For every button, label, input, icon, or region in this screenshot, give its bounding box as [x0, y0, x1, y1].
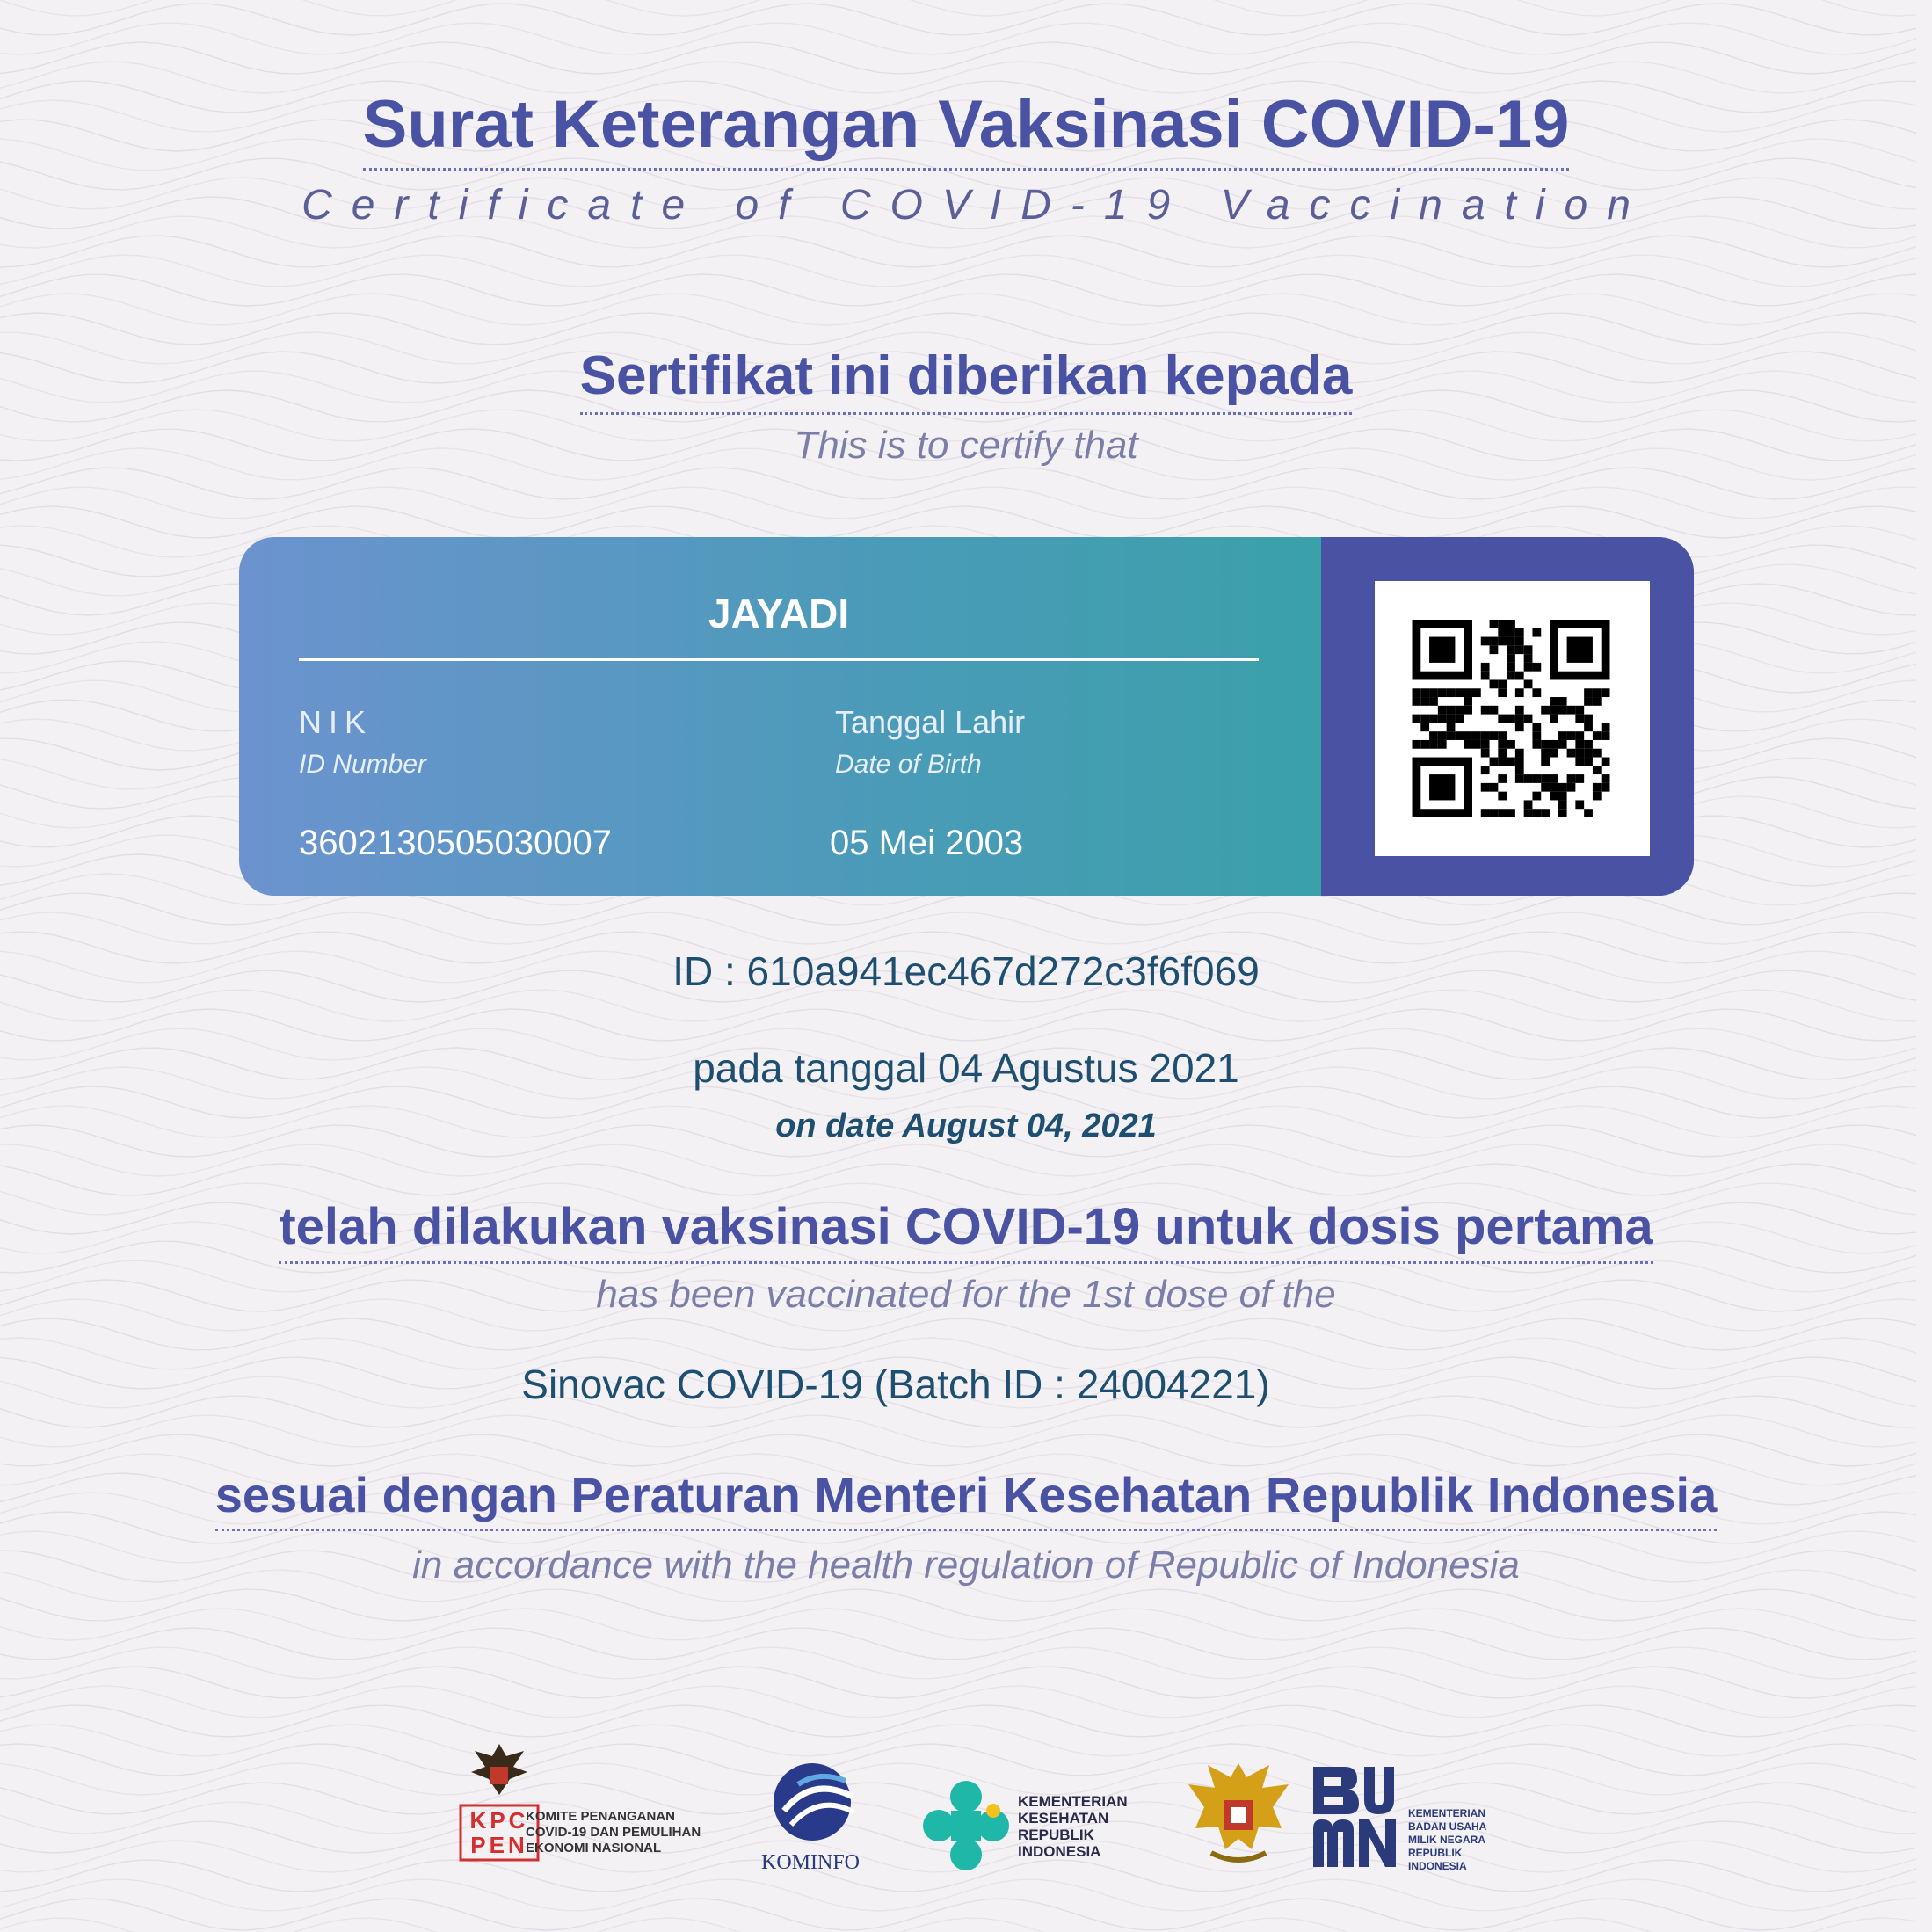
qr-module	[1481, 731, 1490, 740]
qr-module	[1498, 792, 1507, 801]
qr-module	[1420, 688, 1429, 697]
guilloche-line	[0, 1686, 1916, 1718]
qr-module	[1524, 809, 1533, 817]
qr-module	[1575, 706, 1584, 715]
garuda-icon	[1185, 1758, 1292, 1874]
qr-module	[1558, 697, 1567, 706]
qr-module	[1472, 740, 1481, 749]
kominfo-logo	[766, 1758, 863, 1846]
qr-module	[1429, 740, 1438, 749]
qr-module	[1558, 783, 1567, 792]
qr-module	[1447, 731, 1456, 740]
qr-module	[1498, 774, 1507, 783]
qr-module	[1420, 740, 1429, 749]
regulation-heading-en: in accordance with the health regulation of Republic of Indonesia	[412, 1543, 1520, 1587]
qr-module	[1541, 749, 1550, 758]
qr-module	[1593, 783, 1602, 792]
qr-module	[1602, 688, 1610, 697]
qr-module	[1464, 688, 1472, 697]
guilloche-line	[0, 506, 1916, 538]
qr-module	[1481, 749, 1490, 758]
qr-module	[1567, 706, 1576, 715]
qr-module	[1602, 723, 1610, 731]
qr-module	[1567, 637, 1593, 663]
guilloche-line	[0, 912, 1916, 944]
qr-module	[1413, 715, 1421, 723]
qr-module	[1420, 697, 1429, 706]
qr-module	[1472, 688, 1481, 697]
qr-module	[1429, 731, 1438, 740]
qr-module	[1447, 706, 1456, 715]
qr-module	[1558, 792, 1567, 801]
qr-module	[1524, 645, 1533, 654]
qr-module	[1515, 758, 1524, 766]
qr-module	[1464, 706, 1472, 715]
qr-module	[1532, 663, 1541, 672]
qr-module	[1438, 688, 1447, 697]
qr-module	[1429, 774, 1455, 800]
qr-module	[1541, 809, 1550, 817]
qr-module	[1515, 749, 1524, 758]
kpcpen-text: KOMITE PENANGANAN COVID-19 DAN PEMULIHAN EKONOMI NASIONAL	[526, 1809, 701, 1856]
guilloche-line	[0, 1415, 1916, 1447]
qr-module	[1602, 731, 1610, 740]
garuda-pancasila-logo	[1185, 1758, 1292, 1874]
qr-module	[1515, 723, 1524, 731]
qr-module	[1481, 766, 1490, 774]
kemenkes-cross-icon	[919, 1777, 1013, 1874]
qr-module	[1541, 706, 1550, 715]
guilloche-line	[0, 1009, 1916, 1041]
qr-module	[1481, 663, 1490, 672]
qr-module	[1558, 731, 1567, 740]
qr-module	[1413, 740, 1421, 749]
holder-name: JAYADI	[708, 591, 850, 636]
qr-module	[1498, 620, 1507, 628]
qr-module	[1524, 654, 1533, 663]
qr-module	[1584, 715, 1593, 723]
qr-module	[1593, 766, 1602, 774]
qr-module	[1464, 731, 1472, 740]
qr-module	[1558, 706, 1567, 715]
qr-module	[1584, 723, 1593, 731]
qr-module	[1420, 715, 1429, 723]
qr-module	[1567, 774, 1576, 783]
qr-module	[1507, 628, 1515, 637]
guilloche-line	[0, 1744, 1916, 1776]
qr-module	[1507, 715, 1515, 723]
vaccination-date-en: on date August 04, 2021	[775, 1108, 1157, 1144]
qr-module	[1498, 715, 1507, 723]
qr-module	[1438, 706, 1447, 715]
vaccine-info: Sinovac COVID-19 (Batch ID : 24004221)	[521, 1362, 1270, 1407]
qr-module	[1464, 740, 1472, 749]
qr-module	[1507, 663, 1515, 672]
qr-module	[1558, 800, 1567, 809]
qr-module	[1575, 800, 1584, 809]
qr-module	[1550, 706, 1558, 715]
guilloche-line	[0, 893, 1916, 925]
qr-module	[1464, 697, 1472, 706]
qr-module	[1413, 688, 1421, 697]
certificate-subtitle: Certificate of COVID-19 Vaccination	[301, 182, 1650, 229]
qr-module	[1515, 774, 1524, 783]
certificate-title: Surat Keterangan Vaksinasi COVID-19	[0, 86, 1932, 171]
dob-label: Tanggal Lahir	[835, 704, 1026, 740]
qr-module	[1541, 758, 1550, 766]
qr-module	[1490, 809, 1499, 817]
qr-module	[1602, 783, 1610, 792]
certify-heading-en: This is to certify that	[794, 424, 1138, 467]
nik-label-en: ID Number	[299, 750, 427, 779]
qr-module	[1490, 637, 1499, 646]
qr-module	[1498, 628, 1507, 637]
qr-module	[1575, 740, 1584, 749]
holder-name-divider	[299, 658, 1259, 661]
qr-code-icon	[1410, 620, 1612, 817]
dob-value: 05 Mei 2003	[830, 824, 1024, 862]
qr-module	[1515, 766, 1524, 774]
guilloche-line	[0, 1434, 1916, 1466]
qr-module	[1507, 620, 1515, 628]
qr-module	[1413, 697, 1421, 706]
kominfo-text: KOMINFO	[761, 1851, 861, 1874]
qr-module	[1532, 628, 1541, 637]
kemenkes-text: KEMENTERIAN KESEHATAN REPUBLIK INDONESIA	[1018, 1793, 1128, 1860]
qr-module	[1550, 792, 1558, 801]
vaccination-date: pada tanggal 04 Agustus 2021	[693, 1045, 1239, 1091]
nik-label: NIK	[299, 704, 374, 740]
qr-module	[1532, 809, 1541, 817]
qr-module	[1567, 731, 1576, 740]
qr-module	[1567, 749, 1576, 758]
qr-module	[1498, 809, 1507, 817]
guilloche-line	[0, 1705, 1916, 1737]
qr-module	[1498, 749, 1507, 758]
qr-module	[1558, 809, 1567, 817]
guilloche-line	[0, 1589, 1916, 1621]
qr-module	[1515, 645, 1524, 654]
qr-module	[1438, 715, 1447, 723]
qr-module	[1550, 774, 1558, 783]
qr-module	[1447, 688, 1456, 697]
qr-module	[1550, 697, 1558, 706]
qr-module	[1602, 758, 1610, 766]
qr-module	[1438, 731, 1447, 740]
holder-card	[239, 537, 1694, 896]
qr-module	[1524, 679, 1533, 688]
qr-module	[1524, 800, 1533, 809]
qr-module	[1481, 637, 1490, 646]
guilloche-line	[0, 1609, 1916, 1640]
guilloche-line	[0, 1628, 1916, 1660]
qr-module	[1558, 740, 1567, 749]
qr-module	[1550, 740, 1558, 749]
qr-module	[1532, 688, 1541, 697]
qr-module	[1532, 792, 1541, 801]
qr-module	[1575, 758, 1584, 766]
qr-module	[1584, 688, 1593, 697]
qr-module	[1447, 723, 1456, 731]
guilloche-line	[0, 1144, 1916, 1176]
qr-module	[1567, 783, 1576, 792]
qr-module	[1498, 688, 1507, 697]
guilloche-line	[0, 1318, 1916, 1350]
guilloche-line	[0, 294, 1916, 325]
qr-module	[1532, 723, 1541, 731]
qr-module	[1507, 645, 1515, 654]
guilloche-line	[0, 1918, 1916, 1932]
qr-module	[1541, 783, 1550, 792]
qr-module	[1429, 637, 1455, 663]
bumn-text: KEMENTERIAN BADAN USAHA MILIK NEGARA REPUBLIK INDONESIA	[1408, 1807, 1487, 1872]
qr-module	[1481, 740, 1490, 749]
qr-module	[1507, 758, 1515, 766]
qr-module	[1429, 688, 1438, 697]
guilloche-line	[0, 1725, 1916, 1756]
guilloche-line	[0, 23, 1916, 54]
qr-module	[1507, 809, 1515, 817]
kominfo-globe-icon	[766, 1758, 863, 1846]
qr-module	[1584, 758, 1593, 766]
dose-heading-en: has been vaccinated for the 1st dose of the	[596, 1273, 1336, 1316]
qr-module	[1515, 688, 1524, 697]
qr-module	[1490, 645, 1499, 654]
kpcpen-mark-bottom: PEN	[470, 1832, 528, 1858]
guilloche-line	[0, 313, 1916, 345]
certificate-id: ID : 610a941ec467d272c3f6f069	[672, 948, 1260, 994]
qr-module	[1524, 663, 1533, 672]
kemenkes-logo	[919, 1777, 1013, 1874]
guilloche-line	[0, 274, 1916, 306]
qr-module	[1532, 731, 1541, 740]
qr-module	[1507, 637, 1515, 646]
kpcpen-mark-top: KPC	[469, 1807, 529, 1834]
qr-module	[1507, 654, 1515, 663]
dob-label-en: Date of Birth	[835, 750, 982, 779]
guilloche-line	[0, 4, 1916, 35]
qr-module	[1455, 731, 1464, 740]
qr-module	[1515, 637, 1524, 646]
qr-module	[1515, 715, 1524, 723]
qr-module	[1447, 715, 1456, 723]
qr-module	[1438, 740, 1447, 749]
qr-module	[1481, 783, 1490, 792]
qr-module	[1593, 731, 1602, 740]
dose-heading: telah dilakukan vaksinasi COVID-19 untuk dosis pertama	[0, 1197, 1932, 1264]
qr-module	[1490, 783, 1499, 792]
qr-module	[1515, 706, 1524, 715]
qr-panel	[1321, 537, 1694, 896]
qr-module	[1593, 688, 1602, 697]
qr-module	[1515, 628, 1524, 637]
qr-module	[1498, 740, 1507, 749]
qr-module	[1524, 715, 1533, 723]
qr-module	[1575, 715, 1584, 723]
qr-module	[1575, 774, 1584, 783]
qr-module	[1490, 620, 1499, 628]
qr-module	[1524, 774, 1533, 783]
guilloche-line	[0, 468, 1916, 499]
nik-value: 3602130505030007	[299, 824, 612, 862]
qr-code[interactable]	[1375, 581, 1650, 856]
qr-module	[1584, 697, 1593, 706]
qr-module	[1550, 749, 1558, 758]
qr-module	[1593, 749, 1602, 758]
guilloche-line	[0, 1647, 1916, 1679]
qr-module	[1429, 715, 1438, 723]
qr-module	[1507, 672, 1515, 680]
qr-module	[1490, 679, 1499, 688]
regulation-heading: sesuai dengan Peraturan Menteri Kesehatan Republik Indonesia	[0, 1466, 1932, 1531]
qr-module	[1515, 672, 1524, 680]
qr-module	[1481, 809, 1490, 817]
qr-module	[1481, 672, 1490, 680]
qr-module	[1532, 774, 1541, 783]
qr-module	[1455, 715, 1464, 723]
qr-module	[1429, 697, 1438, 706]
qr-module	[1455, 706, 1464, 715]
qr-module	[1593, 697, 1602, 706]
qr-module	[1541, 774, 1550, 783]
qr-module	[1420, 723, 1429, 731]
qr-module	[1472, 731, 1481, 740]
qr-module	[1550, 715, 1558, 723]
guilloche-line	[0, 0, 1916, 16]
qr-module	[1490, 758, 1499, 766]
qr-module	[1575, 749, 1584, 758]
qr-module	[1550, 783, 1558, 792]
qr-module	[1541, 740, 1550, 749]
qr-module	[1584, 809, 1593, 817]
guilloche-line	[0, 1667, 1916, 1698]
qr-module	[1498, 637, 1507, 646]
qr-module	[1507, 740, 1515, 749]
qr-module	[1455, 688, 1464, 697]
qr-module	[1498, 731, 1507, 740]
bumn-mark-icon	[1306, 1761, 1401, 1870]
qr-module	[1602, 774, 1610, 783]
guilloche-line	[0, 487, 1916, 519]
qr-module	[1584, 749, 1593, 758]
certify-heading: Sertifikat ini diberikan kepada	[0, 345, 1932, 415]
qr-module	[1532, 740, 1541, 749]
qr-module	[1498, 679, 1507, 688]
bumn-logo	[1306, 1761, 1401, 1870]
qr-module	[1593, 792, 1602, 801]
guilloche-line	[0, 42, 1916, 74]
qr-module	[1481, 706, 1490, 715]
qr-module	[1584, 740, 1593, 749]
qr-module	[1498, 758, 1507, 766]
qr-module	[1490, 706, 1499, 715]
qr-module	[1490, 731, 1499, 740]
qr-module	[1575, 731, 1584, 740]
